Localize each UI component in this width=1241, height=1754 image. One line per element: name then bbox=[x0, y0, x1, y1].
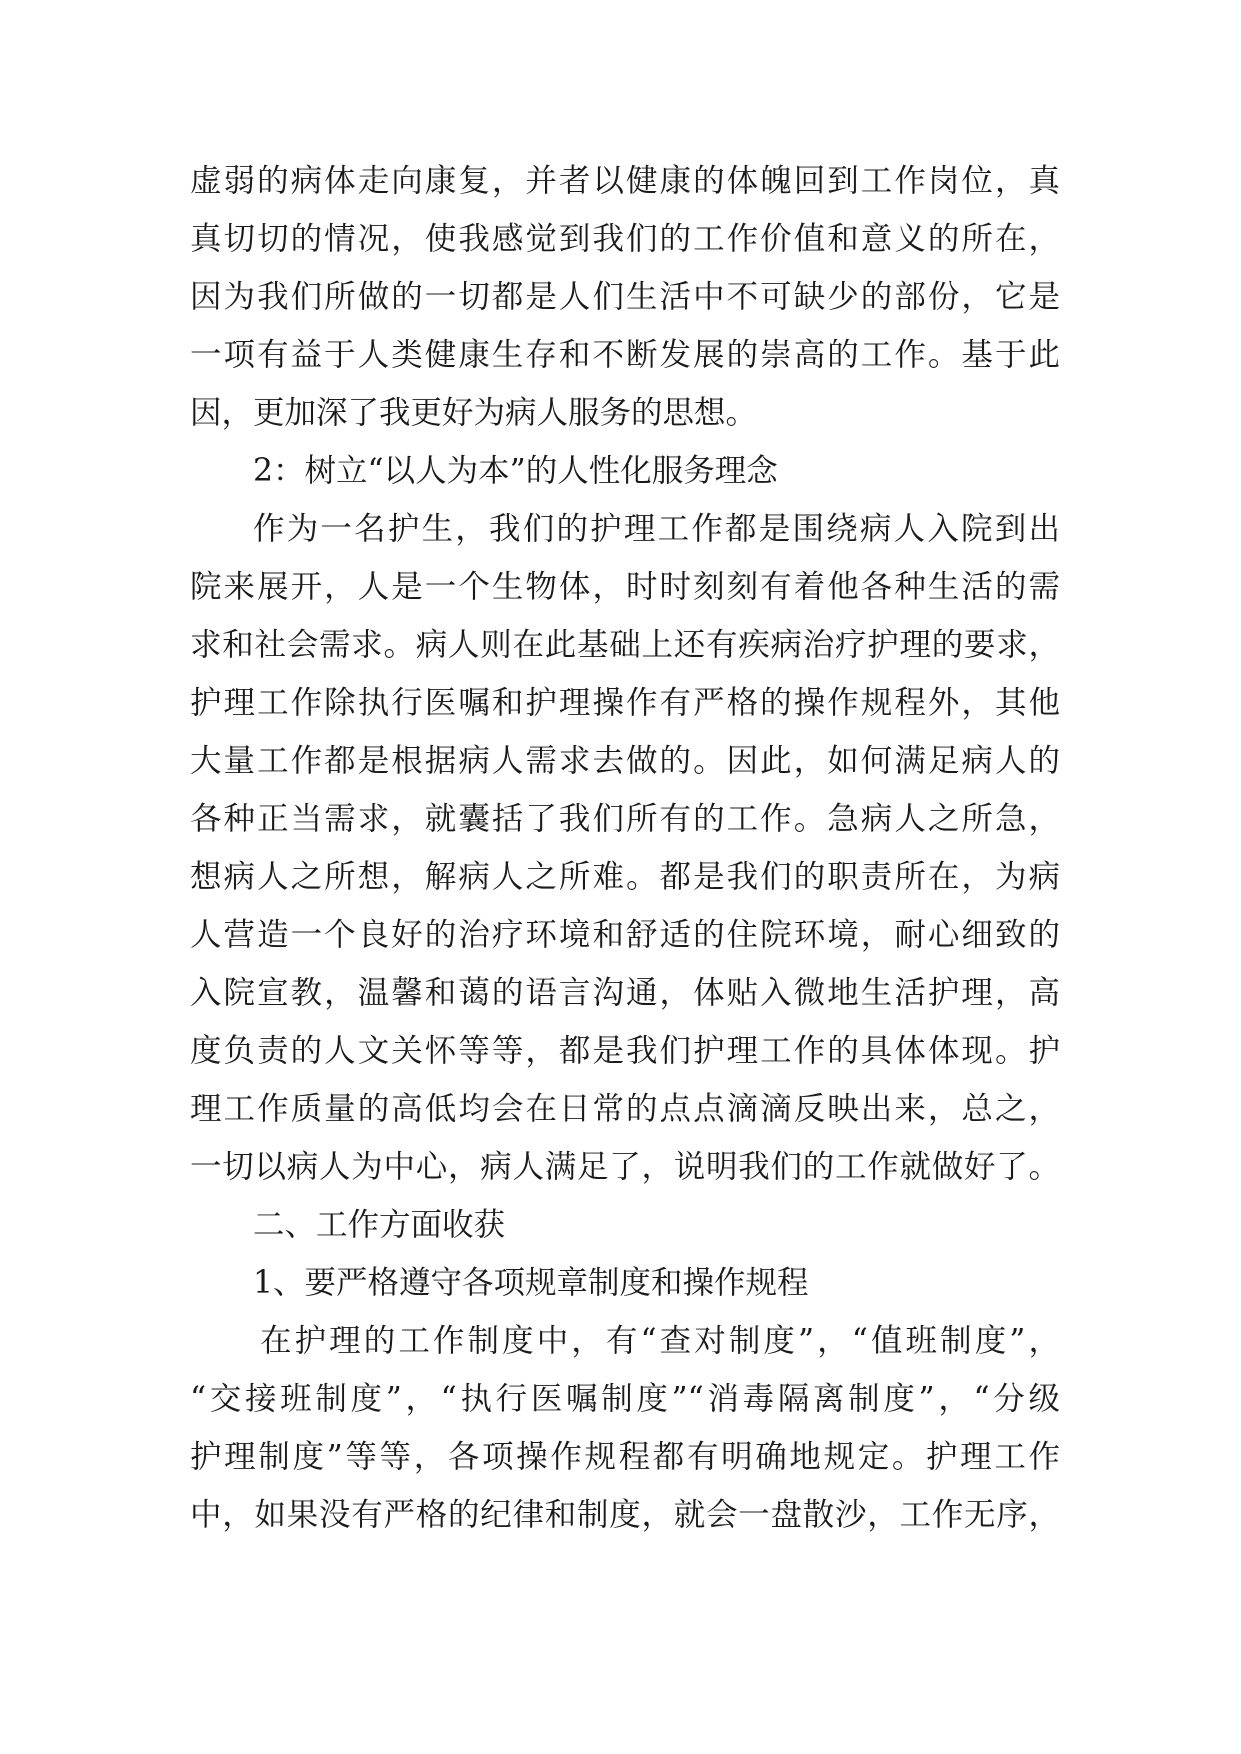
text-line: 因为我们所做的一切都是人们生活中不可缺少的部份，它是 bbox=[190, 279, 1060, 315]
section-heading: 2：树立“以人为本”的人性化服务理念 bbox=[253, 453, 778, 489]
text-line: 护理制度”等等，各项操作规程都有明确地规定。护理工作 bbox=[190, 1439, 1060, 1475]
text-line: 理工作质量的高低均会在日常的点点滴滴反映出来，总之， bbox=[190, 1091, 1060, 1127]
text-line: 真切切的情况，使我感觉到我们的工作价值和意义的所在， bbox=[190, 221, 1060, 257]
text-line: 度负责的人文关怀等等，都是我们护理工作的具体体现。护 bbox=[190, 1033, 1060, 1069]
text-line: 在护理的工作制度中，有“查对制度”，“值班制度”， bbox=[260, 1323, 1060, 1359]
text-line: 大量工作都是根据病人需求去做的。因此，如何满足病人的 bbox=[190, 743, 1060, 779]
text-line: 入院宣教，温馨和蔼的语言沟通，体贴入微地生活护理，高 bbox=[190, 975, 1060, 1011]
text-line: 院来展开，人是一个生物体，时时刻刻有着他各种生活的需 bbox=[190, 569, 1060, 605]
text-line: 求和社会需求。病人则在此基础上还有疾病治疗护理的要求， bbox=[190, 627, 1060, 663]
text-line: 中，如果没有严格的纪律和制度，就会一盘散沙，工作无序， bbox=[190, 1497, 1060, 1533]
text-line: 一切以病人为中心，病人满足了，说明我们的工作就做好了。 bbox=[190, 1149, 1060, 1185]
subsection-heading: 1、要严格遵守各项规章制度和操作规程 bbox=[253, 1265, 809, 1301]
text-line: “交接班制度”，“执行医嘱制度”“消毒隔离制度”，“分级 bbox=[190, 1381, 1060, 1417]
text-line: 因，更加深了我更好为病人服务的思想。 bbox=[190, 395, 758, 431]
section-heading: 二、工作方面收获 bbox=[253, 1207, 506, 1243]
text-line: 作为一名护生，我们的护理工作都是围绕病人入院到出 bbox=[253, 511, 1060, 547]
text-line: 一项有益于人类健康生存和不断发展的崇高的工作。基于此 bbox=[190, 337, 1060, 373]
text-line: 人营造一个良好的治疗环境和舒适的住院环境，耐心细致的 bbox=[190, 917, 1060, 953]
text-line: 护理工作除执行医嘱和护理操作有严格的操作规程外，其他 bbox=[190, 685, 1060, 721]
text-line: 各种正当需求，就囊括了我们所有的工作。急病人之所急， bbox=[190, 801, 1060, 837]
text-line: 虚弱的病体走向康复，并者以健康的体魄回到工作岗位，真 bbox=[190, 163, 1060, 199]
text-line: 想病人之所想，解病人之所难。都是我们的职责所在，为病 bbox=[190, 859, 1060, 895]
